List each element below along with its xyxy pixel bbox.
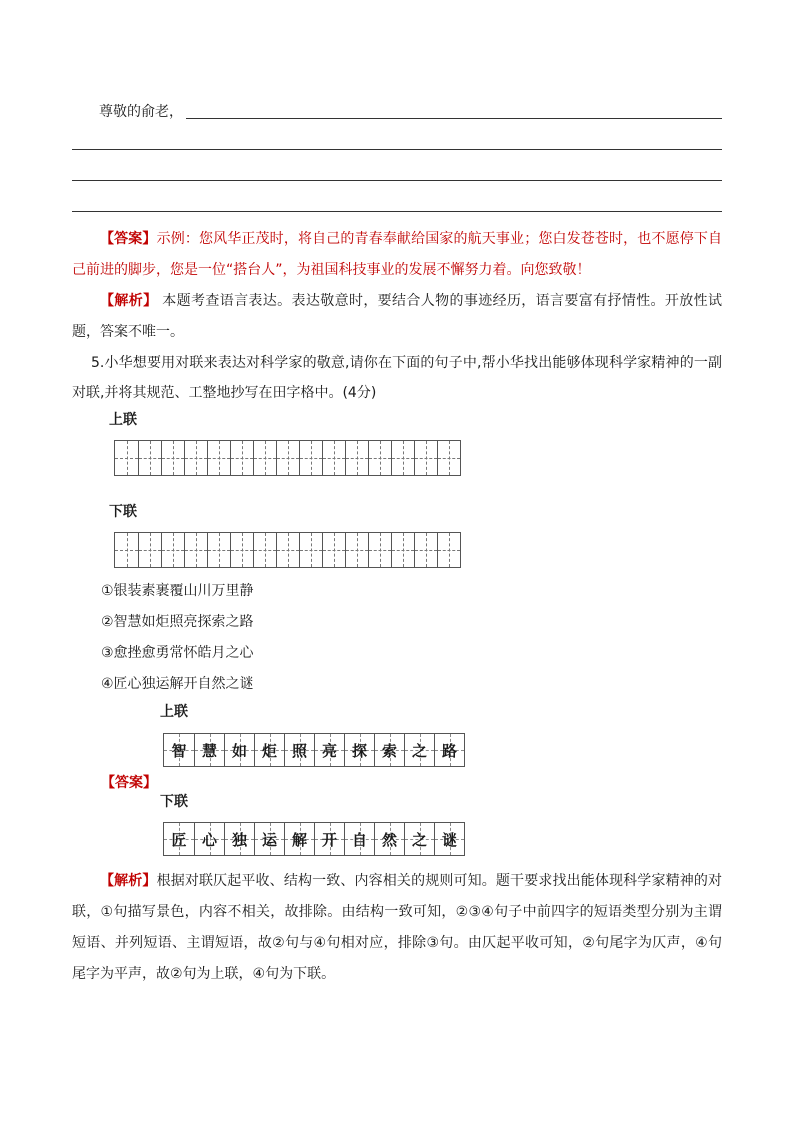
lower-char-cell: 开 [314, 823, 344, 855]
analysis-5-label: 【解析】 [100, 873, 157, 889]
lower-char-cell: 谜 [434, 823, 464, 855]
writing-line-3 [72, 180, 722, 181]
lower-char-cell: 之 [404, 823, 434, 855]
option-1: ①银装素裹覆山川万里静 [101, 583, 254, 599]
option-4: ④匠心独运解开自然之谜 [101, 676, 254, 692]
lower-char-cell: 心 [194, 823, 224, 855]
upper-char-cell: 探 [344, 734, 374, 766]
writing-line-2 [72, 149, 722, 150]
option-2: ②智慧如炬照亮探索之路 [101, 614, 254, 630]
lower-couplet-grid[interactable] [114, 532, 461, 568]
answer-upper-grid [163, 733, 465, 767]
upper-char-cell: 亮 [314, 734, 344, 766]
answer-1 [72, 224, 722, 286]
analysis-5 [72, 866, 722, 990]
answer-lower-grid [163, 822, 465, 856]
answer-label: 【答案】 [100, 231, 157, 247]
question-5 [72, 348, 722, 408]
analysis-5-text: 根据对联仄起平收、结构一致、内容相关的规则可知。题干要求找出能体现科学家精神的对联，①句描写景色，内容不相关，故排除。由结构一致可知，②③④句子中前四字的短语类型分别为主谓短语、并列短语、主谓短语，故②句与④句相对应，排除③句。由仄起平收可知，②句尾字为仄声，④句尾字为平声，故②句为上联，④句为下联。 [72, 873, 723, 982]
analysis-1 [72, 286, 722, 348]
upper-char-cell: 路 [434, 734, 464, 766]
lower-char-cell: 然 [374, 823, 404, 855]
upper-char-cell: 慧 [194, 734, 224, 766]
analysis-text: 本题考查语言表达。表达敬意时，要结合人物的事迹经历，语言要富有抒情性。开放性试题，答案不唯一。 [72, 293, 723, 340]
upper-couplet-label: 上联 [109, 412, 137, 428]
option-3: ③愈挫愈勇常怀皓月之心 [101, 645, 254, 661]
upper-char-cell: 之 [404, 734, 434, 766]
answer-5-label: 【答案】 [101, 775, 157, 791]
lower-char-cell: 匠 [164, 823, 194, 855]
upper-char-cell: 照 [284, 734, 314, 766]
writing-line-1 [186, 118, 722, 119]
upper-char-cell: 如 [224, 734, 254, 766]
lower-couplet-label: 下联 [109, 504, 137, 520]
lower-char-cell: 运 [254, 823, 284, 855]
answer-lower-label: 下联 [160, 794, 188, 810]
writing-line-4 [72, 211, 722, 212]
upper-char-cell: 智 [164, 734, 194, 766]
upper-couplet-grid[interactable] [114, 440, 461, 476]
upper-char-cell: 索 [374, 734, 404, 766]
salutation: 尊敬的俞老， [99, 104, 183, 120]
lower-char-cell: 解 [284, 823, 314, 855]
lower-char-cell: 独 [224, 823, 254, 855]
lower-char-cell: 自 [344, 823, 374, 855]
analysis-label: 【解析】 [100, 293, 158, 309]
answer-text: 示例：您风华正茂时，将自己的青春奉献给国家的航天事业；您白发苍苍时，也不愿停下自己前进的脚步，您是一位“搭台人”，为祖国科技事业的发展不懈努力着。向您致敬！ [72, 231, 723, 278]
upper-char-cell: 炬 [254, 734, 284, 766]
question-text: 5.小华想要用对联来表达对科学家的敬意,请你在下面的句子中,帮小华找出能够体现科学家精神的一副对联,并将其规范、工整地抄写在田字格中。(4分) [72, 355, 722, 401]
answer-upper-label: 上联 [160, 704, 188, 720]
